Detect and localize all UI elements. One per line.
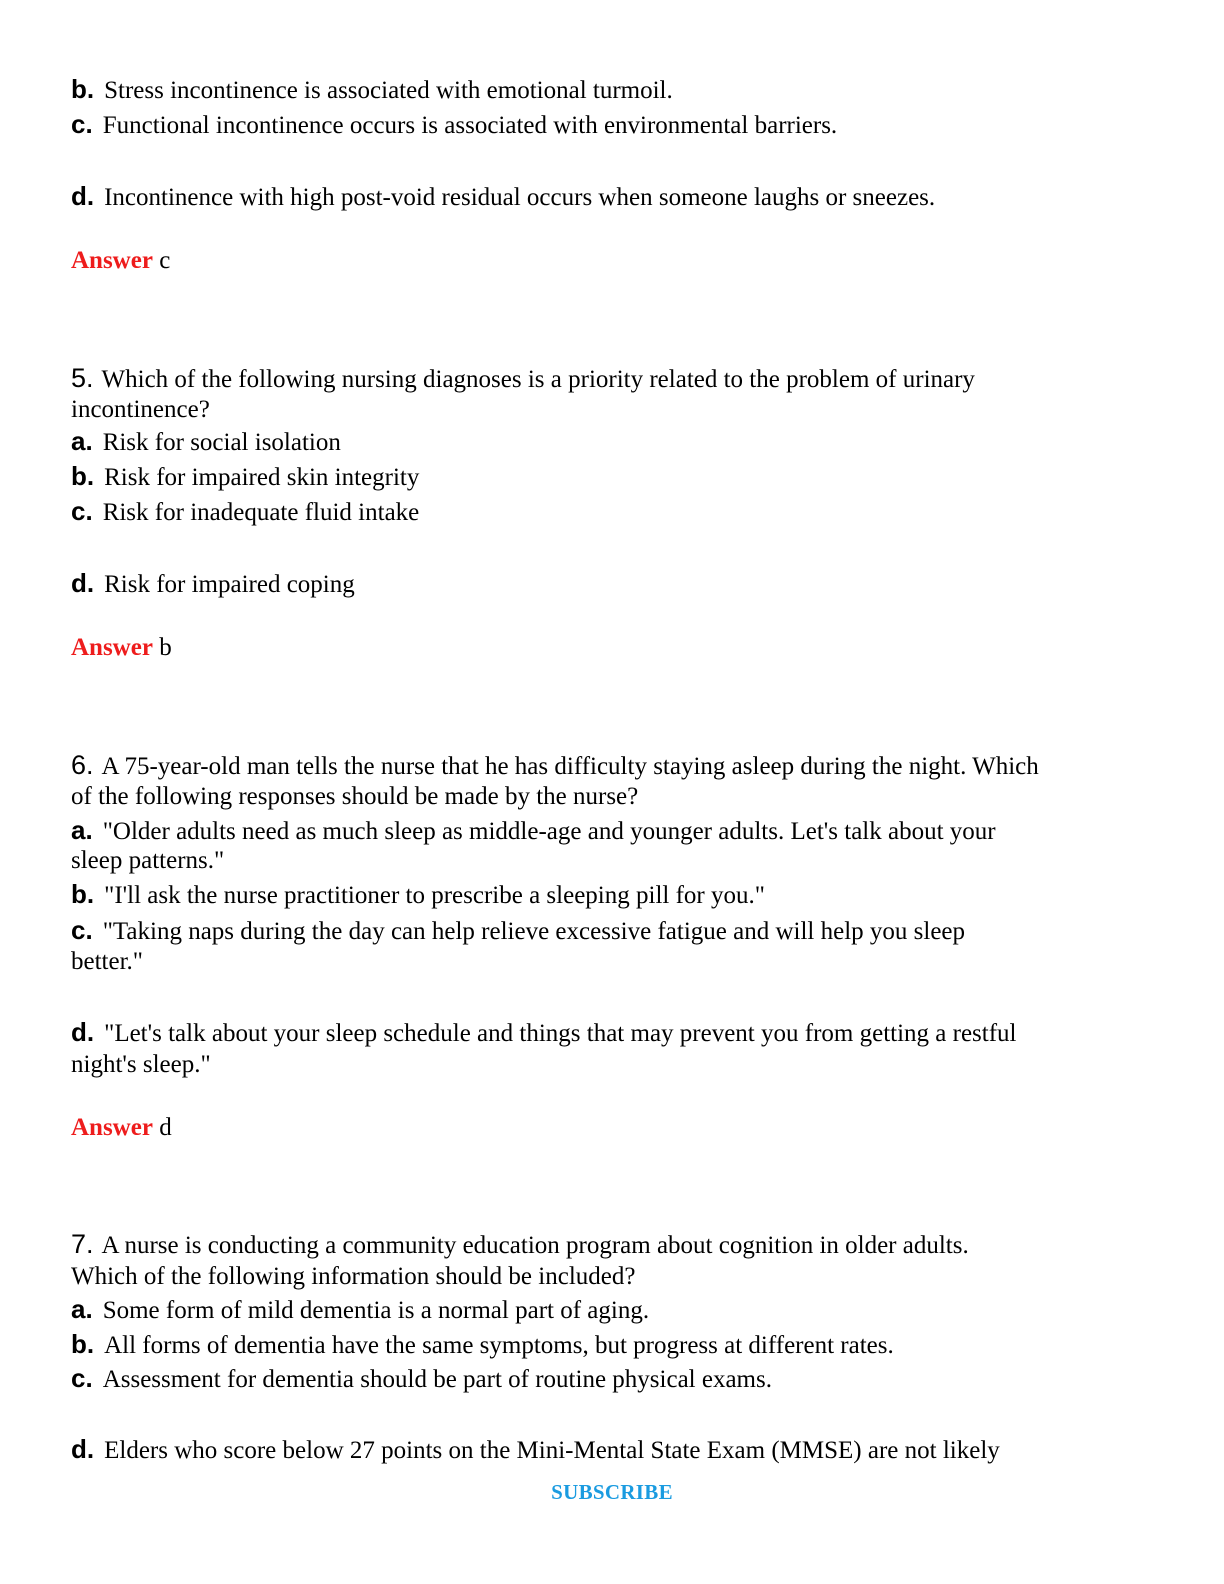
option-text: Risk for inadequate fluid intake bbox=[102, 499, 420, 526]
q6-answer bbox=[71, 1112, 1151, 1143]
question-text: A nurse is conducting a community education program about cognition in older adults. bbox=[101, 1232, 969, 1259]
q7-option-a bbox=[71, 1294, 1151, 1326]
q5-stem-continued bbox=[71, 394, 1151, 425]
q5-answer bbox=[71, 632, 1151, 663]
q5-stem bbox=[71, 363, 1151, 395]
q7-stem bbox=[71, 1229, 1151, 1261]
option-text: Elders who score below 27 points on the Mini-Mental State Exam (MMSE) are not likely bbox=[104, 1437, 1000, 1464]
option-text: "Let's talk about your sleep schedule and things that may prevent you from getting a restful bbox=[104, 1020, 1017, 1047]
question-number: 5. bbox=[71, 363, 94, 393]
option-letter: d. bbox=[71, 181, 95, 211]
option-text: Risk for impaired skin integrity bbox=[104, 464, 420, 491]
option-letter: d. bbox=[71, 1434, 95, 1464]
q6-stem-continued bbox=[71, 781, 1151, 812]
option-letter: d. bbox=[71, 568, 95, 598]
option-text: Functional incontinence occurs is associated with environmental barriers. bbox=[102, 112, 838, 139]
option-letter: d. bbox=[71, 1017, 95, 1047]
option-letter: a. bbox=[71, 426, 93, 456]
q4-answer bbox=[71, 245, 1151, 276]
question-number: 6. bbox=[71, 750, 94, 780]
q6-option-d-continued bbox=[71, 1049, 1151, 1080]
option-text: Some form of mild dementia is a normal part of aging. bbox=[102, 1297, 650, 1324]
q5-option-c bbox=[71, 496, 1151, 528]
option-text: All forms of dementia have the same symptoms, but progress at different rates. bbox=[104, 1332, 894, 1359]
answer-label: Answer bbox=[71, 634, 153, 661]
question-text: incontinence? bbox=[71, 396, 210, 423]
option-text: Risk for impaired coping bbox=[104, 571, 355, 598]
q6-option-a bbox=[71, 815, 1151, 847]
question-number: 7. bbox=[71, 1229, 94, 1259]
answer-value: d bbox=[159, 1114, 172, 1141]
answer-value: b bbox=[159, 634, 172, 661]
option-text: Assessment for dementia should be part of routine physical exams. bbox=[102, 1366, 772, 1393]
option-text: Risk for social isolation bbox=[102, 429, 341, 456]
q6-option-c bbox=[71, 915, 1151, 947]
q4-option-c bbox=[71, 109, 1151, 141]
question-text: Which of the following information should be included? bbox=[71, 1263, 636, 1290]
option-text: "I'll ask the nurse practitioner to prescribe a sleeping pill for you." bbox=[104, 882, 765, 909]
answer-label: Answer bbox=[71, 247, 153, 274]
q6-option-a-continued bbox=[71, 845, 1151, 876]
q5-option-b bbox=[71, 461, 1151, 493]
q7-option-d bbox=[71, 1434, 1151, 1466]
q4-option-d bbox=[71, 181, 1151, 213]
option-letter: c. bbox=[71, 109, 93, 139]
option-text: night's sleep." bbox=[71, 1051, 211, 1078]
question-text: Which of the following nursing diagnoses is a priority related to the problem of urinary bbox=[101, 366, 975, 393]
option-letter: c. bbox=[71, 496, 93, 526]
q5-option-d bbox=[71, 568, 1151, 600]
option-letter: c. bbox=[71, 1363, 93, 1393]
q6-option-b bbox=[71, 879, 1151, 911]
q6-stem bbox=[71, 750, 1151, 782]
q7-option-c bbox=[71, 1363, 1151, 1395]
option-text: "Taking naps during the day can help relieve excessive fatigue and will help you sleep bbox=[102, 918, 966, 945]
option-text: Stress incontinence is associated with emotional turmoil. bbox=[104, 77, 673, 104]
option-text: better." bbox=[71, 948, 143, 975]
q7-stem-continued bbox=[71, 1261, 1151, 1292]
option-letter: b. bbox=[71, 1329, 95, 1359]
subscribe-link[interactable]: SUBSCRIBE bbox=[551, 1480, 673, 1504]
question-text: of the following responses should be made by the nurse? bbox=[71, 783, 639, 810]
option-text: Incontinence with high post-void residual occurs when someone laughs or sneezes. bbox=[104, 184, 936, 211]
q6-option-c-continued bbox=[71, 946, 1151, 977]
option-text: "Older adults need as much sleep as middle-age and younger adults. Let's talk about your bbox=[102, 818, 996, 845]
option-letter: b. bbox=[71, 74, 95, 104]
option-letter: c. bbox=[71, 915, 93, 945]
q6-option-d bbox=[71, 1017, 1151, 1049]
answer-value: c bbox=[159, 247, 171, 274]
option-text: sleep patterns." bbox=[71, 847, 225, 874]
option-letter: b. bbox=[71, 879, 95, 909]
answer-label: Answer bbox=[71, 1114, 153, 1141]
q5-option-a bbox=[71, 426, 1151, 458]
q7-option-b bbox=[71, 1329, 1151, 1361]
option-letter: a. bbox=[71, 815, 93, 845]
option-letter: a. bbox=[71, 1294, 93, 1324]
question-text: A 75-year-old man tells the nurse that he has difficulty staying asleep during the night. Which bbox=[101, 753, 1039, 780]
q4-option-b bbox=[71, 74, 1151, 106]
option-letter: b. bbox=[71, 461, 95, 491]
